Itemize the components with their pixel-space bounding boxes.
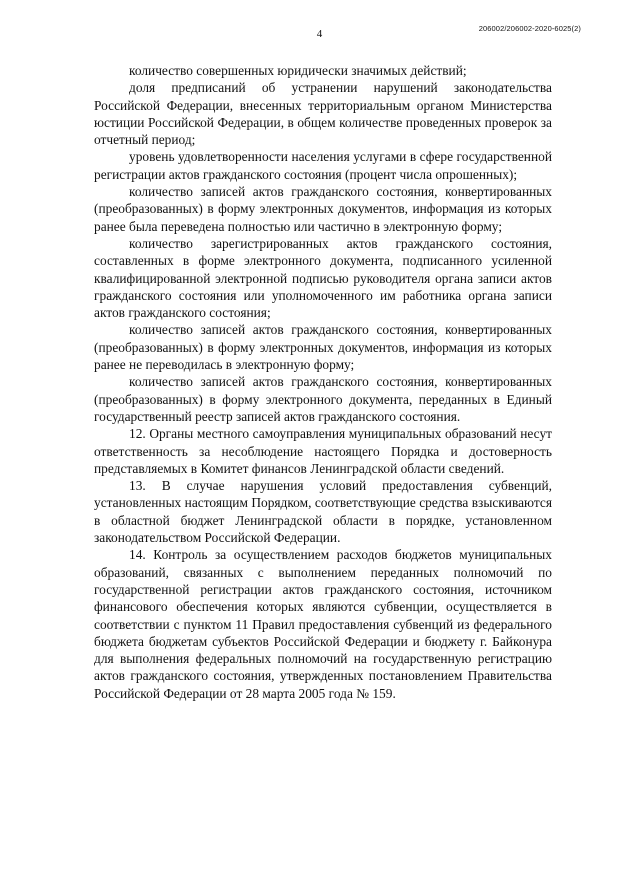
document-id: 206002/206002-2020-6025(2) <box>478 24 581 33</box>
paragraph-registered-electronic-acts: количество зарегистрированных актов гражданского состояния, составленных в форме электронного документа, подписанного усиленной квалифицированной электронной подписью руководителя органа записи актов гражданского состояния или уполномоченного им работника органа записи актов гражданского состояния; <box>94 235 552 321</box>
paragraph-converted-records-partial: количество записей актов гражданского состояния, конвертированных (преобразованных) в форму электронных документов, информация из которых ранее была переведена полностью или частично в электронную форму; <box>94 184 552 234</box>
paragraph-converted-records-new: количество записей актов гражданского состояния, конвертированных (преобразованных) в форму электронных документов, информация из которых ранее не переводилась в электронную форму; <box>94 322 552 373</box>
paragraph-orders-share: доля предписаний об устранении нарушений законодательства Российской Федерации, внесенных территориальным органом Министерства юстиции Российской Федерации, в общем количестве проведенных проверок за отчетный период; <box>94 80 552 148</box>
paragraph-item-13: 13. В случае нарушения условий предоставления субвенций, установленных настоящим Порядком, соответствующие средства взыскиваются в областной бюджет Ленинградской области в порядке, установленном законодательством Российской Федерации. <box>94 478 552 546</box>
page-number: 4 <box>316 28 323 40</box>
document-body <box>94 62 552 702</box>
paragraph-item-12: 12. Органы местного самоуправления муниципальных образований несут ответственность за несоблюдение настоящего Порядка и достоверность представляемых в Комитет финансов Ленинградской области сведений. <box>94 426 552 476</box>
paragraph-transferred-records: количество записей актов гражданского состояния, конвертированных (преобразованных) в форму электронного документа, переданных в Единый государственный реестр записей актов гражданского состояния. <box>94 374 552 424</box>
paragraph-legal-actions-count: количество совершенных юридически значимых действий; <box>129 63 467 78</box>
paragraph-satisfaction-level: уровень удовлетворенности населения услугами в сфере государственной регистрации актов гражданского состояния (процент числа опрошенных); <box>94 149 552 182</box>
paragraph-item-14: 14. Контроль за осуществлением расходов бюджетов муниципальных образований, связанных с выполнением переданных полномочий по государственной регистрации актов гражданского состояния, источником финансового обеспечения которых являются субвенции, осуществляется в соответствии с пунктом 11 Правил предоставления субвенций из федерального бюджета бюджетам субъектов Российской Федерации и бюджету г. Байконура для выполнения федеральных полномочий на государственную регистрацию актов гражданского состояния, утвержденных постановлением Правительства Российской Федерации от 28 марта 2005 года № 159. <box>94 547 552 701</box>
